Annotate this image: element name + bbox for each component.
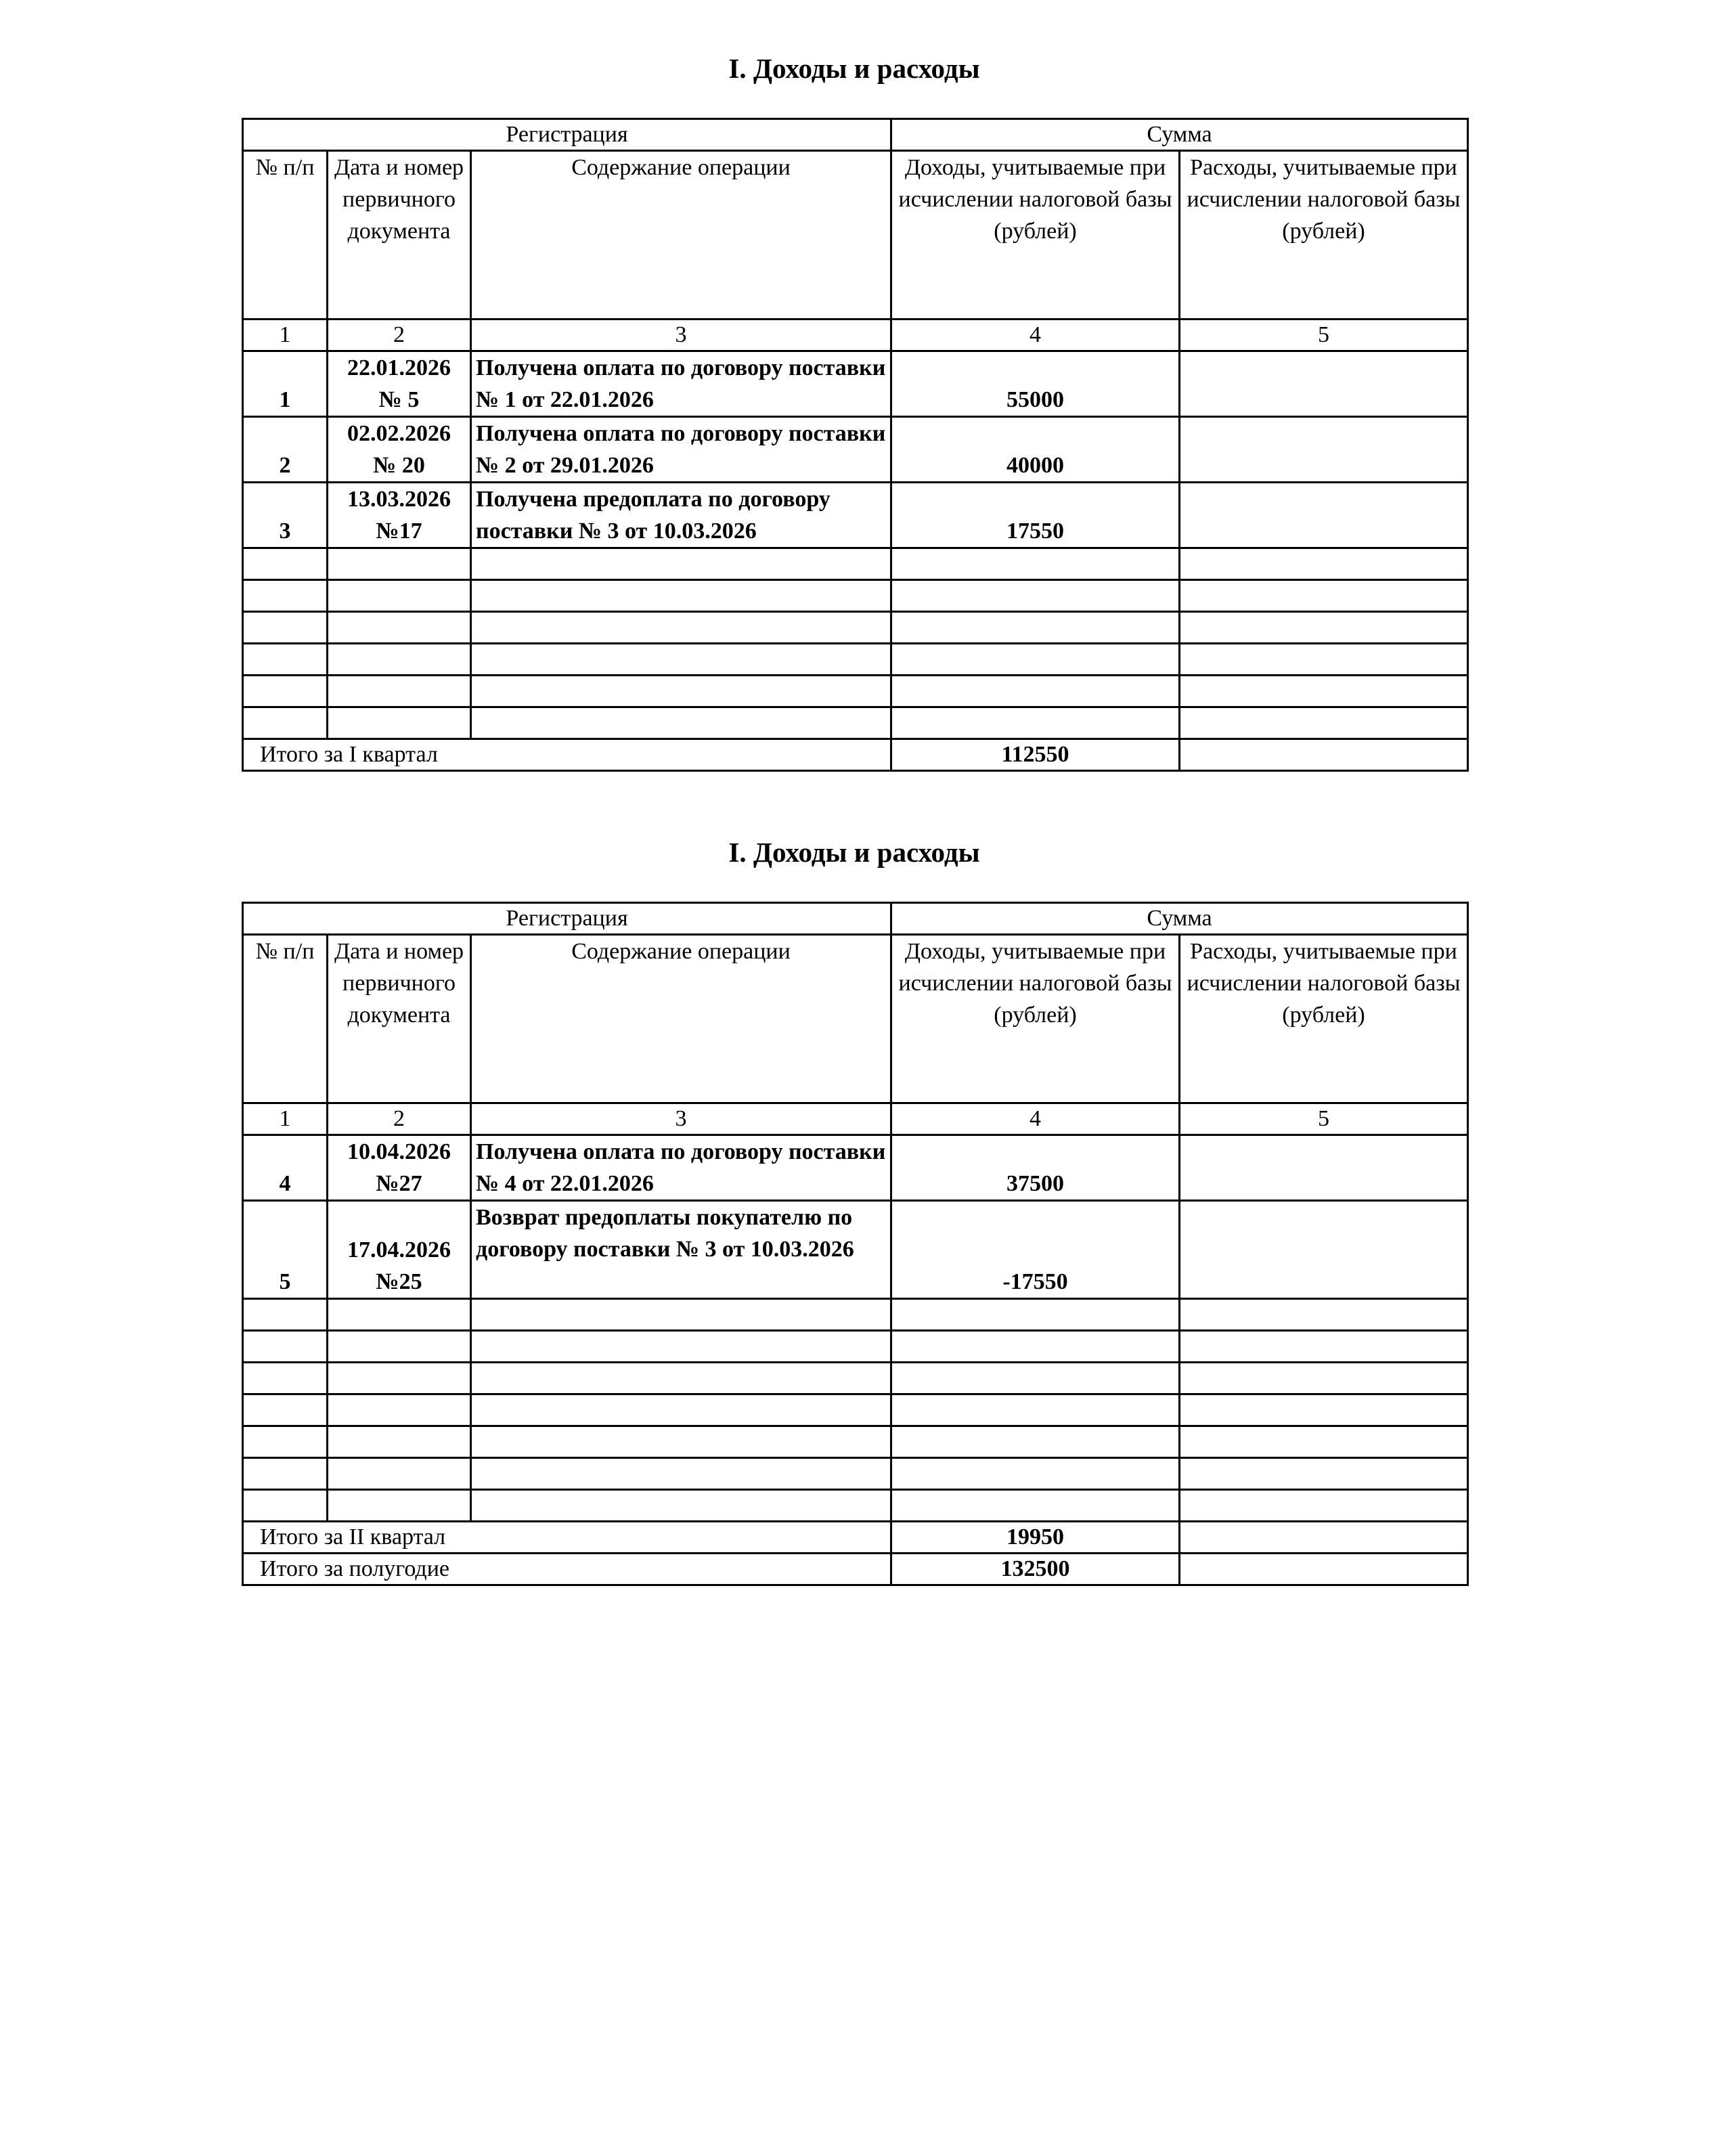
empty-row [243, 1426, 1468, 1458]
row-income: 17550 [891, 483, 1180, 548]
total-row [243, 1554, 1468, 1585]
row-income: 40000 [891, 417, 1180, 483]
total-expense [1180, 1522, 1468, 1554]
col-index: 3 [471, 1103, 891, 1135]
table-row [243, 417, 1468, 483]
row-date: 10.04.2026 [347, 1139, 451, 1164]
table-row [243, 1201, 1468, 1299]
row-number: 1 [243, 351, 328, 417]
col-content-header: Содержание операции [471, 151, 891, 320]
row-date: 02.02.2026 [347, 421, 451, 446]
row-doc-number: №27 [376, 1171, 422, 1196]
row-doc-number: № 5 [378, 387, 420, 412]
section-title: I. Доходы и расходы [728, 837, 980, 868]
col-content-header: Содержание операции [471, 935, 891, 1103]
row-document [328, 1135, 471, 1201]
registration-header: Регистрация [243, 903, 891, 935]
empty-row [243, 1394, 1468, 1426]
table-row [243, 483, 1468, 548]
col-index: 5 [1180, 1103, 1468, 1135]
total-label: Итого за полугодие [243, 1554, 891, 1585]
total-row [243, 1522, 1468, 1554]
empty-row [243, 1299, 1468, 1331]
row-income: 37500 [891, 1135, 1180, 1201]
col-index: 2 [328, 320, 471, 351]
col-index: 2 [328, 1103, 471, 1135]
empty-row [243, 1363, 1468, 1394]
empty-row [243, 1490, 1468, 1522]
col-date-header: Дата и номер первичного документа [328, 935, 471, 1103]
empty-row [243, 676, 1468, 707]
total-label: Итого за I квартал [243, 739, 891, 771]
row-document [328, 483, 471, 548]
income-expense-section-2 [242, 831, 1467, 1586]
income-expense-section-1 [242, 47, 1467, 772]
row-date: 17.04.2026 [347, 1237, 451, 1262]
row-document [328, 351, 471, 417]
total-income: 132500 [891, 1554, 1180, 1585]
col-index: 3 [471, 320, 891, 351]
empty-row [243, 1331, 1468, 1363]
row-doc-number: №25 [376, 1269, 422, 1294]
col-index: 5 [1180, 320, 1468, 351]
col-expense-header: Расходы, учитываемые при исчислении налоговой базы (рублей) [1180, 935, 1468, 1103]
row-date: 13.03.2026 [347, 487, 451, 512]
empty-row [243, 644, 1468, 676]
empty-row [243, 1458, 1468, 1490]
total-expense [1180, 1554, 1468, 1585]
row-number: 4 [243, 1135, 328, 1201]
total-expense [1180, 739, 1468, 771]
empty-row [243, 707, 1468, 739]
row-number: 3 [243, 483, 328, 548]
row-income: -17550 [891, 1201, 1180, 1299]
row-number: 2 [243, 417, 328, 483]
row-content: Получена предоплата по договору поставки № 3 от 10.03.2026 [471, 483, 891, 548]
row-expense [1180, 417, 1468, 483]
row-content: Получена оплата по договору поставки № 1 от 22.01.2026 [471, 351, 891, 417]
empty-row [243, 548, 1468, 580]
income-expense-table [242, 902, 1469, 1586]
sum-header: Сумма [891, 903, 1468, 935]
col-num-header: № п/п [243, 151, 328, 320]
row-doc-number: № 20 [373, 453, 425, 478]
row-content: Получена оплата по договору поставки № 2 от 29.01.2026 [471, 417, 891, 483]
row-doc-number: №17 [376, 519, 422, 544]
col-num-header: № п/п [243, 935, 328, 1103]
col-index: 4 [891, 320, 1180, 351]
col-index: 1 [243, 320, 328, 351]
empty-row [243, 612, 1468, 644]
row-document [328, 417, 471, 483]
col-income-header: Доходы, учитываемые при исчислении налоговой базы (рублей) [891, 151, 1180, 320]
row-document [328, 1201, 471, 1299]
total-income: 19950 [891, 1522, 1180, 1554]
total-row [243, 739, 1468, 771]
income-expense-table [242, 118, 1469, 772]
empty-row [243, 580, 1468, 612]
col-index: 4 [891, 1103, 1180, 1135]
row-income: 55000 [891, 351, 1180, 417]
registration-header: Регистрация [243, 119, 891, 151]
col-index: 1 [243, 1103, 328, 1135]
row-date: 22.01.2026 [347, 355, 451, 380]
total-income: 112550 [891, 739, 1180, 771]
row-expense [1180, 483, 1468, 548]
col-date-header: Дата и номер первичного документа [328, 151, 471, 320]
row-content: Возврат предоплаты покупателю по договору поставки № 3 от 10.03.2026 [471, 1201, 891, 1299]
row-content: Получена оплата по договору поставки № 4 от 22.01.2026 [471, 1135, 891, 1201]
row-expense [1180, 1135, 1468, 1201]
col-expense-header: Расходы, учитываемые при исчислении налоговой базы (рублей) [1180, 151, 1468, 320]
section-title: I. Доходы и расходы [728, 53, 980, 84]
row-number: 5 [243, 1201, 328, 1299]
table-row [243, 351, 1468, 417]
sum-header: Сумма [891, 119, 1468, 151]
row-expense [1180, 351, 1468, 417]
total-label: Итого за II квартал [243, 1522, 891, 1554]
row-expense [1180, 1201, 1468, 1299]
col-income-header: Доходы, учитываемые при исчислении налоговой базы (рублей) [891, 935, 1180, 1103]
table-row [243, 1135, 1468, 1201]
